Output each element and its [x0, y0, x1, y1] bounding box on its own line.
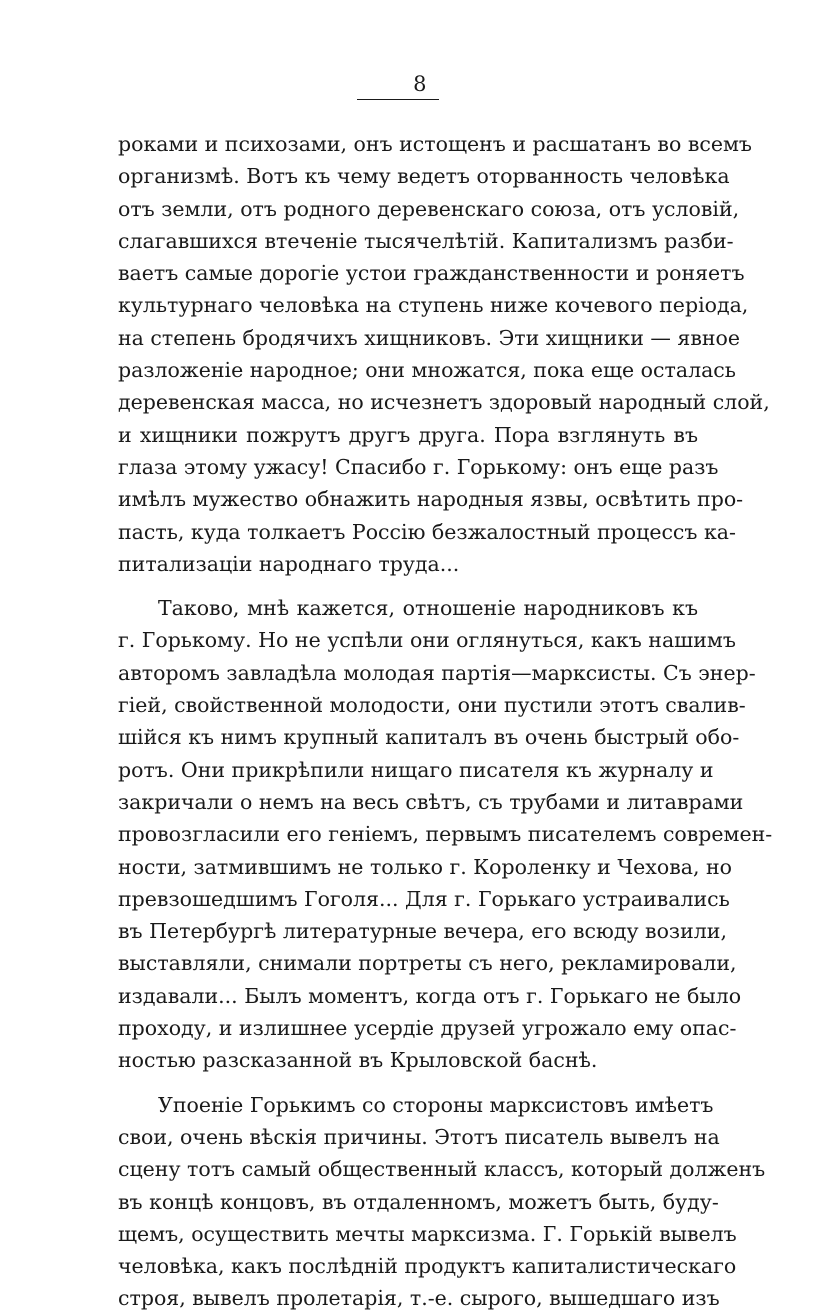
text-line: разложеніе народное; они множатся, пока еще осталась — [118, 358, 736, 383]
paragraph-2 — [118, 592, 773, 1076]
text-line: и хищники пожрутъ другъ друга. Пора взглянуть въ — [118, 422, 698, 447]
text-line: культурнаго человѣка на ступень ниже кочевого періода, — [118, 293, 749, 318]
text-line: роками и психозами, онъ истощенъ и расшатанъ во всемъ — [118, 132, 752, 156]
text-line: издавали... Былъ моментъ, когда отъ г. Горькаго не было — [118, 983, 742, 1008]
text-line: слагавшихся втеченіе тысячелѣтій. Капитализмъ разби- — [118, 228, 734, 253]
text-line: Упоеніе Горькимъ со стороны марксистовъ имѣетъ — [158, 1092, 714, 1117]
text-line: деревенская масса, но исчезнетъ здоровый народный слой, — [118, 390, 770, 415]
text-line: свои, очень вѣскія причины. Этотъ писатель вывелъ на — [118, 1124, 720, 1149]
text-line: въ концѣ концовъ, въ отдаленномъ, можетъ быть, буду- — [118, 1189, 719, 1214]
paragraph-1 — [118, 128, 770, 580]
paragraph-gap — [118, 1077, 698, 1089]
body-text — [118, 128, 773, 1315]
text-line: человѣка, какъ послѣдній продуктъ капиталистическаго — [118, 1254, 737, 1279]
text-line: авторомъ завладѣла молодая партія—марксисты. Съ энер- — [118, 660, 756, 685]
text-line: имѣлъ мужество обнажить народныя язвы, освѣтить про- — [118, 487, 744, 512]
text-line: ваетъ самые дорогіе устои гражданственности и роняетъ — [118, 261, 745, 286]
text-line: закричали о немъ на весь свѣтъ, съ трубами и литаврами — [118, 789, 744, 814]
text-line: провозгласили его геніемъ, первымъ писателемъ современ- — [118, 822, 773, 847]
text-line: на степень бродячихъ хищниковъ. Эти хищники — явное — [118, 325, 741, 350]
text-line: выставляли, снимали портреты съ него, рекламировали, — [118, 951, 737, 976]
text-line: сцену тотъ самый общественный классъ, который долженъ — [118, 1157, 766, 1182]
text-line: гіей, свойственной молодости, они пустили этотъ свалив- — [118, 693, 746, 718]
text-line: строя, вывелъ пролетарія, т.-е. сырого, вышедшаго изъ — [118, 1286, 720, 1311]
page-number: 8 — [413, 72, 427, 96]
paragraph-gap — [118, 580, 698, 592]
text-line: щемъ, осуществить мечты марксизма. Г. Горькій вывелъ — [118, 1221, 737, 1246]
text-line: ротъ. Они прикрѣпили нищаго писателя къ журналу и — [118, 757, 714, 782]
text-line: глаза этому ужасу! Спасибо г. Горькому: онъ еще разъ — [118, 454, 719, 479]
text-line: пасть, куда толкаетъ Россію безжалостный процессъ ка- — [118, 519, 736, 544]
text-line: Таково, мнѣ кажется, отношеніе народниковъ къ — [158, 596, 698, 621]
text-line: отъ земли, отъ родного деревенскаго союза, отъ условій, — [118, 196, 740, 221]
paragraph-3 — [118, 1089, 766, 1315]
text-line: шійся къ нимъ крупный капиталъ въ очень быстрый обо- — [118, 725, 740, 750]
page-number-rule — [357, 99, 439, 100]
text-line: г. Горькому. Но не успѣли они оглянуться, какъ нашимъ — [118, 628, 736, 653]
text-line: превзошедшимъ Гоголя... Для г. Горькаго устраивались — [118, 886, 730, 911]
text-line: проходу, и излишнее усердіе друзей угрожало ему опас- — [118, 1016, 737, 1041]
text-line: ности, затмившимъ не только г. Короленку и Чехова, но — [118, 854, 733, 879]
text-line: организмѣ. Вотъ къ чему ведетъ оторванность человѣка — [118, 164, 730, 189]
text-line: ностью разсказанной въ Крыловской баснѣ. — [118, 1048, 598, 1073]
text-line: питализаціи народнаго труда... — [118, 551, 460, 576]
text-line: въ Петербургѣ литературные вечера, его всюду возили, — [118, 919, 727, 944]
